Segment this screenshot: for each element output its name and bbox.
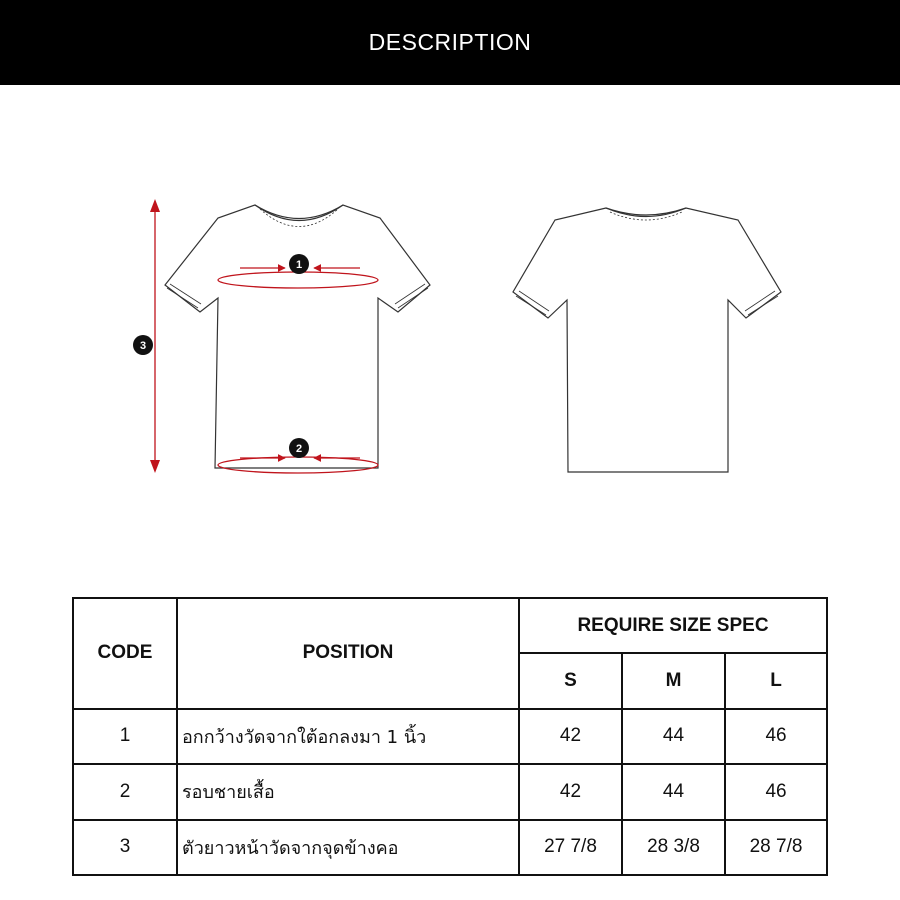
marker-1-label: 1	[295, 259, 303, 271]
position-header: POSITION	[177, 598, 519, 709]
size-spec-header: REQUIRE SIZE SPEC	[519, 598, 827, 653]
row-value-m: 44	[622, 764, 725, 819]
marker-2-label: 2	[295, 443, 303, 455]
row-value-s: 42	[519, 764, 622, 819]
row-value-s: 42	[519, 709, 622, 764]
size-m-header: M	[622, 653, 725, 708]
marker-2-badge	[289, 438, 309, 458]
marker-3-label: 3	[139, 340, 147, 352]
row-code: 2	[73, 764, 177, 819]
row-code: 3	[73, 820, 177, 875]
page-title: DESCRIPTION	[368, 29, 532, 55]
tshirt-back-view	[513, 208, 781, 472]
size-s-header: S	[519, 653, 622, 708]
length-arrow-top	[150, 199, 160, 212]
size-spec-table	[72, 597, 828, 876]
header-bar	[0, 0, 900, 85]
row-position: รอบชายเสื้อ	[177, 764, 519, 819]
table-row	[73, 820, 827, 875]
marker-3-badge	[133, 335, 153, 355]
row-position: ตัวยาวหน้าวัดจากจุดข้างคอ	[177, 820, 519, 875]
row-value-s: 27 7/8	[519, 820, 622, 875]
size-l-header: L	[725, 653, 827, 708]
row-code: 1	[73, 709, 177, 764]
tshirt-front-view	[165, 205, 430, 468]
row-value-m: 28 3/8	[622, 820, 725, 875]
table-row	[73, 764, 827, 819]
row-value-l: 28 7/8	[725, 820, 827, 875]
row-value-m: 44	[622, 709, 725, 764]
length-arrow-bottom	[150, 460, 160, 473]
marker-1-badge	[289, 254, 309, 274]
code-header: CODE	[73, 598, 177, 709]
tshirt-measurement-diagram	[0, 85, 900, 585]
table-row	[73, 709, 827, 764]
row-value-l: 46	[725, 764, 827, 819]
row-value-l: 46	[725, 709, 827, 764]
table-header-row	[73, 598, 827, 653]
row-position: อกกว้างวัดจากใต้อกลงมา 1 นิ้ว	[177, 709, 519, 764]
